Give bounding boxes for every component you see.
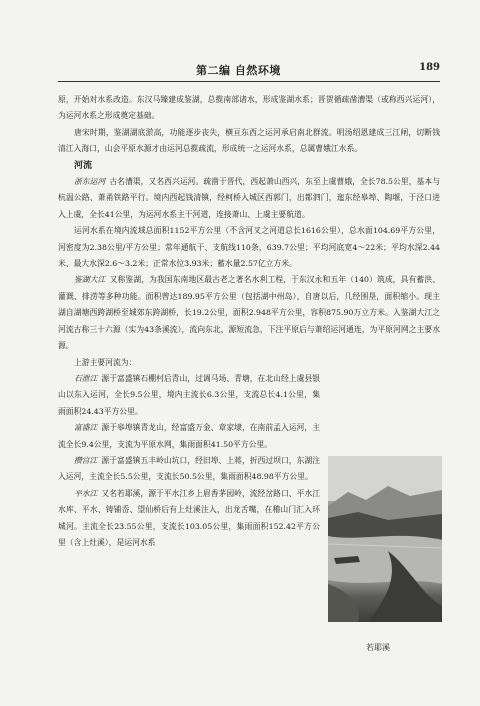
- entry-lead: 富盛江: [74, 423, 98, 433]
- entry-lead: 石泄江: [74, 373, 98, 383]
- landscape-photo-icon: [328, 456, 442, 622]
- page-header: [58, 62, 440, 82]
- entry-text: 又名若耶溪，源于平水江乡上眉香茅园岭，流经岔路口、平水江水库、平水、铸铺岙、望仙桥后有上灶溪注入，出龙舌嘴，在稽山门汇入环城河。主流全长23.55公里，支流长103.05公里，集雨面积152.42平方公里（含上灶溪），是运河水系: [58, 488, 320, 547]
- entry-text: 源于皋埠镇青龙山，经富盛万金、章家埭，在南前孟入运河，主流全长9.4公里，支流为平原水网，集雨面积41.50平方公里。: [58, 423, 320, 449]
- paragraph: 上游主要河流为：: [74, 357, 137, 367]
- entry-lead: 平水江: [74, 488, 98, 498]
- entry-text: 古名漕渠，又名西兴运河。疏凿于晋代，西起萧山西兴，东至上虞曹娥，全长78.5公里，基本与杭温公路、萧甬铁路平行。境内西起钱清镇，经柯桥入城区西郭门，出都泗门，迤东经皋埠、陶堰，于泾口进入上虞，全长41公里，为运河水系主干河道，连接萧山、上虞主要航道。: [58, 177, 441, 219]
- page-number: 189: [419, 62, 440, 73]
- river-photo: [328, 456, 442, 622]
- paragraph: 运河水系在境内流域总面积1152平方公里（不含河叉之河道总长1616公里），总水面104.69平方公里，河密度为2.38公里/平方公里；常年通航干、支航线110条，639.7公里；平均河底宽4～22米；平均水深2.44米、最大水深2.6～3.2米；正常水位3.93米；蓄水量2.57亿立方米。: [58, 226, 440, 269]
- header-rule: [58, 81, 440, 82]
- entry-lead: 鉴湖大江: [74, 275, 106, 285]
- river-entry: [58, 453, 320, 486]
- river-entry: [58, 371, 320, 420]
- paragraph: 原，开始对水系改造。东汉马臻建成鉴湖，总揽南部诸水，形成鉴湖水系；晋贺循疏凿漕渠（或称西兴运河），为运河水系之形成奠定基础。: [58, 95, 440, 121]
- river-entry: [58, 486, 320, 552]
- entry-text: 源于富盛镇五丰岭山坑口，经旧埠、上蒋，折西过坝口，东湖注入运河，主流全长5.5公里，支流长50.5公里，集雨面积48.98平方公里。: [58, 455, 320, 482]
- entry-jianhu: [58, 272, 440, 354]
- river-entry: [58, 420, 320, 453]
- chapter-title: 第二编 自然环境: [196, 64, 281, 77]
- entry-lead: 浙东运河: [74, 177, 106, 187]
- river-list: [58, 371, 320, 551]
- paragraph: 唐宋时期，鉴湖湖底淤高，功能逐步丧失，横亘东西之运河承启南北群流。明汤绍恩建成三江闸，切断钱清江入海口，山会平原水源才由运河总揽疏流，形成统一之运河水系，总属曹娥江水系。: [58, 127, 440, 154]
- photo-caption: 若耶溪: [366, 643, 390, 652]
- entry-lead: 攒宫江: [74, 455, 98, 465]
- section-heading: 河流: [74, 160, 93, 171]
- entry-text: 源于富盛镇石棚村后青山，过调马场、青塘，在北山经上虞县银山以东入运河，全长9.5公里，境内主流长6.3公里，支流总长4.1公里，集雨面积24.43平方公里。: [58, 373, 320, 416]
- entry-text: 又称鉴湖，为我国东南地区最古老之著名水利工程，于东汉永和五年（140）筑成，具有蓄洪、灌溉、排涝等多种功能。面积曾达189.95平方公里（包括湖中州岛），自唐以后，几经围垦，面积缩小。现主湖自湖塘西跨湖桥至城郊东跨湖桥，长19.2公里，面积2.948平方公里，容积875.90万立方米。入鉴湖大江之河流古称三十六源（实为43条溪流），流向东北，源短流急，下注平原后与萧绍运河通连，为平原河网之主要水源。: [58, 275, 440, 351]
- entry-zhedong-canal: [58, 174, 440, 223]
